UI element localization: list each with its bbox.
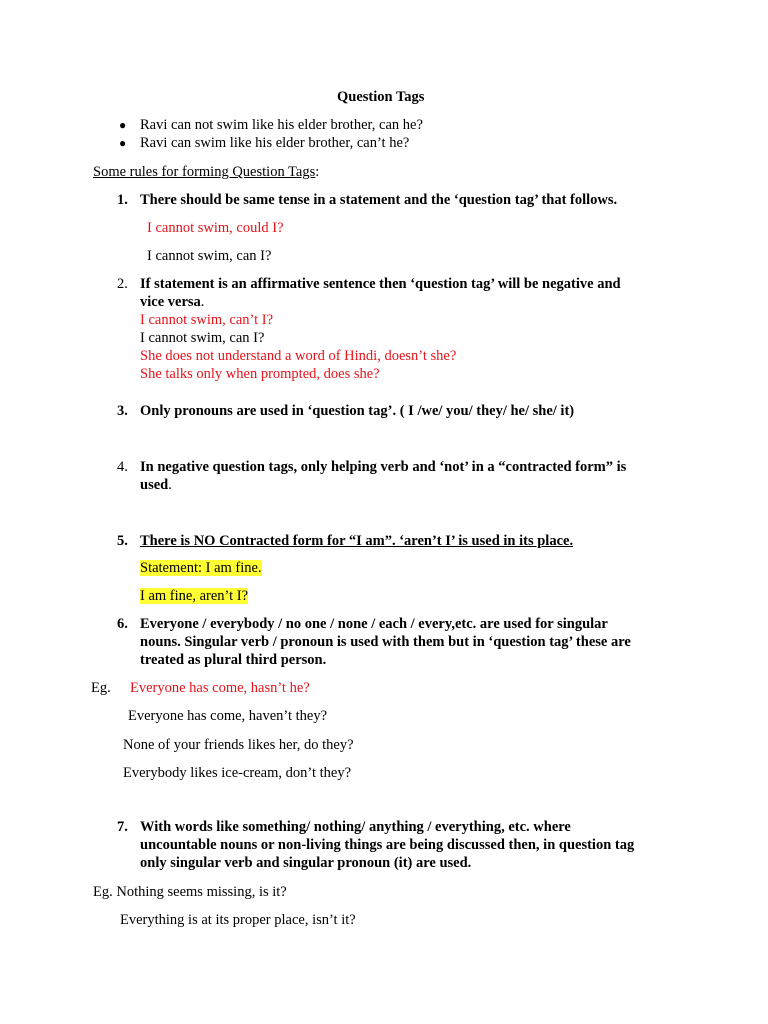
rule-6-example-4: Everybody likes ice-cream, don’t they?: [123, 765, 352, 781]
rule-5-example-1: Statement: I am fine.: [140, 560, 262, 576]
rule-5-number: 5.: [117, 533, 128, 549]
bullet-icon: ●: [119, 136, 127, 150]
rule-2-example-1: I cannot swim, can’t I?: [140, 312, 274, 328]
page-title: Question Tags: [337, 89, 425, 105]
rule-4-line-2: used.: [140, 477, 172, 493]
rule-2-example-3: She does not understand a word of Hindi, doesn’t she?: [140, 348, 457, 364]
rule-4-line-1: In negative question tags, only helping verb and ‘not’ in a “contracted form” is: [140, 459, 627, 475]
rule-6-line-2: nouns. Singular verb / pronoun is used with them but in ‘question tag’ these are: [140, 634, 631, 650]
rule-1-example-wrong: I cannot swim, could I?: [147, 220, 284, 236]
rule-4-number: 4.: [117, 459, 128, 475]
rule-3-text: Only pronouns are used in ‘question tag’. ( I /we/ you/ they/ he/ she/ it): [140, 403, 575, 419]
rule-5-example-2: I am fine, aren’t I?: [140, 588, 249, 604]
rules-heading: Some rules for forming Question Tags:: [93, 164, 320, 180]
rule-6-line-3: treated as plural third person.: [140, 652, 327, 668]
rule-6-example-3: None of your friends likes her, do they?: [123, 737, 354, 753]
rule-2-number: 2.: [117, 276, 128, 292]
rule-7-line-3: only singular verb and singular pronoun (it) are used.: [140, 855, 472, 871]
rule-7-line-2: uncountable nouns or non-living things are being discussed then, in question tag: [140, 837, 635, 853]
rule-6-line-1: Everyone / everybody / no one / none / each / every,etc. are used for singular: [140, 616, 608, 632]
rule-7-line-1: With words like something/ nothing/ anything / everything, etc. where: [140, 819, 571, 835]
rule-1-text: There should be same tense in a statement and the ‘question tag’ that follows.: [140, 192, 618, 208]
rule-6-number: 6.: [117, 616, 128, 632]
rule-1-example-right: I cannot swim, can I?: [147, 248, 272, 264]
rule-6-eg-label: Eg.: [91, 680, 111, 696]
bullet-icon: ●: [119, 118, 127, 132]
rule-7-example-1: Eg. Nothing seems missing, is it?: [93, 884, 287, 900]
rule-1-number: 1.: [117, 192, 128, 208]
rule-7-number: 7.: [117, 819, 128, 835]
bullet-item-1: Ravi can not swim like his elder brother, can he?: [140, 117, 423, 133]
rule-6-example-1: Everyone has come, hasn’t he?: [130, 680, 310, 696]
rule-6-example-2: Everyone has come, haven’t they?: [128, 708, 328, 724]
rule-2-example-2: I cannot swim, can I?: [140, 330, 265, 346]
rule-3-number: 3.: [117, 403, 128, 419]
rule-7-example-2: Everything is at its proper place, isn’t it?: [120, 912, 356, 928]
rule-2-line-1: If statement is an affirmative sentence then ‘question tag’ will be negative and: [140, 276, 621, 292]
rule-5-text: There is NO Contracted form for “I am”. ‘aren’t I’ is used in its place.: [140, 533, 574, 549]
rule-2-example-4: She talks only when prompted, does she?: [140, 366, 380, 382]
rule-2-line-2: vice versa.: [140, 294, 205, 310]
bullet-item-2: Ravi can swim like his elder brother, can’t he?: [140, 135, 410, 151]
